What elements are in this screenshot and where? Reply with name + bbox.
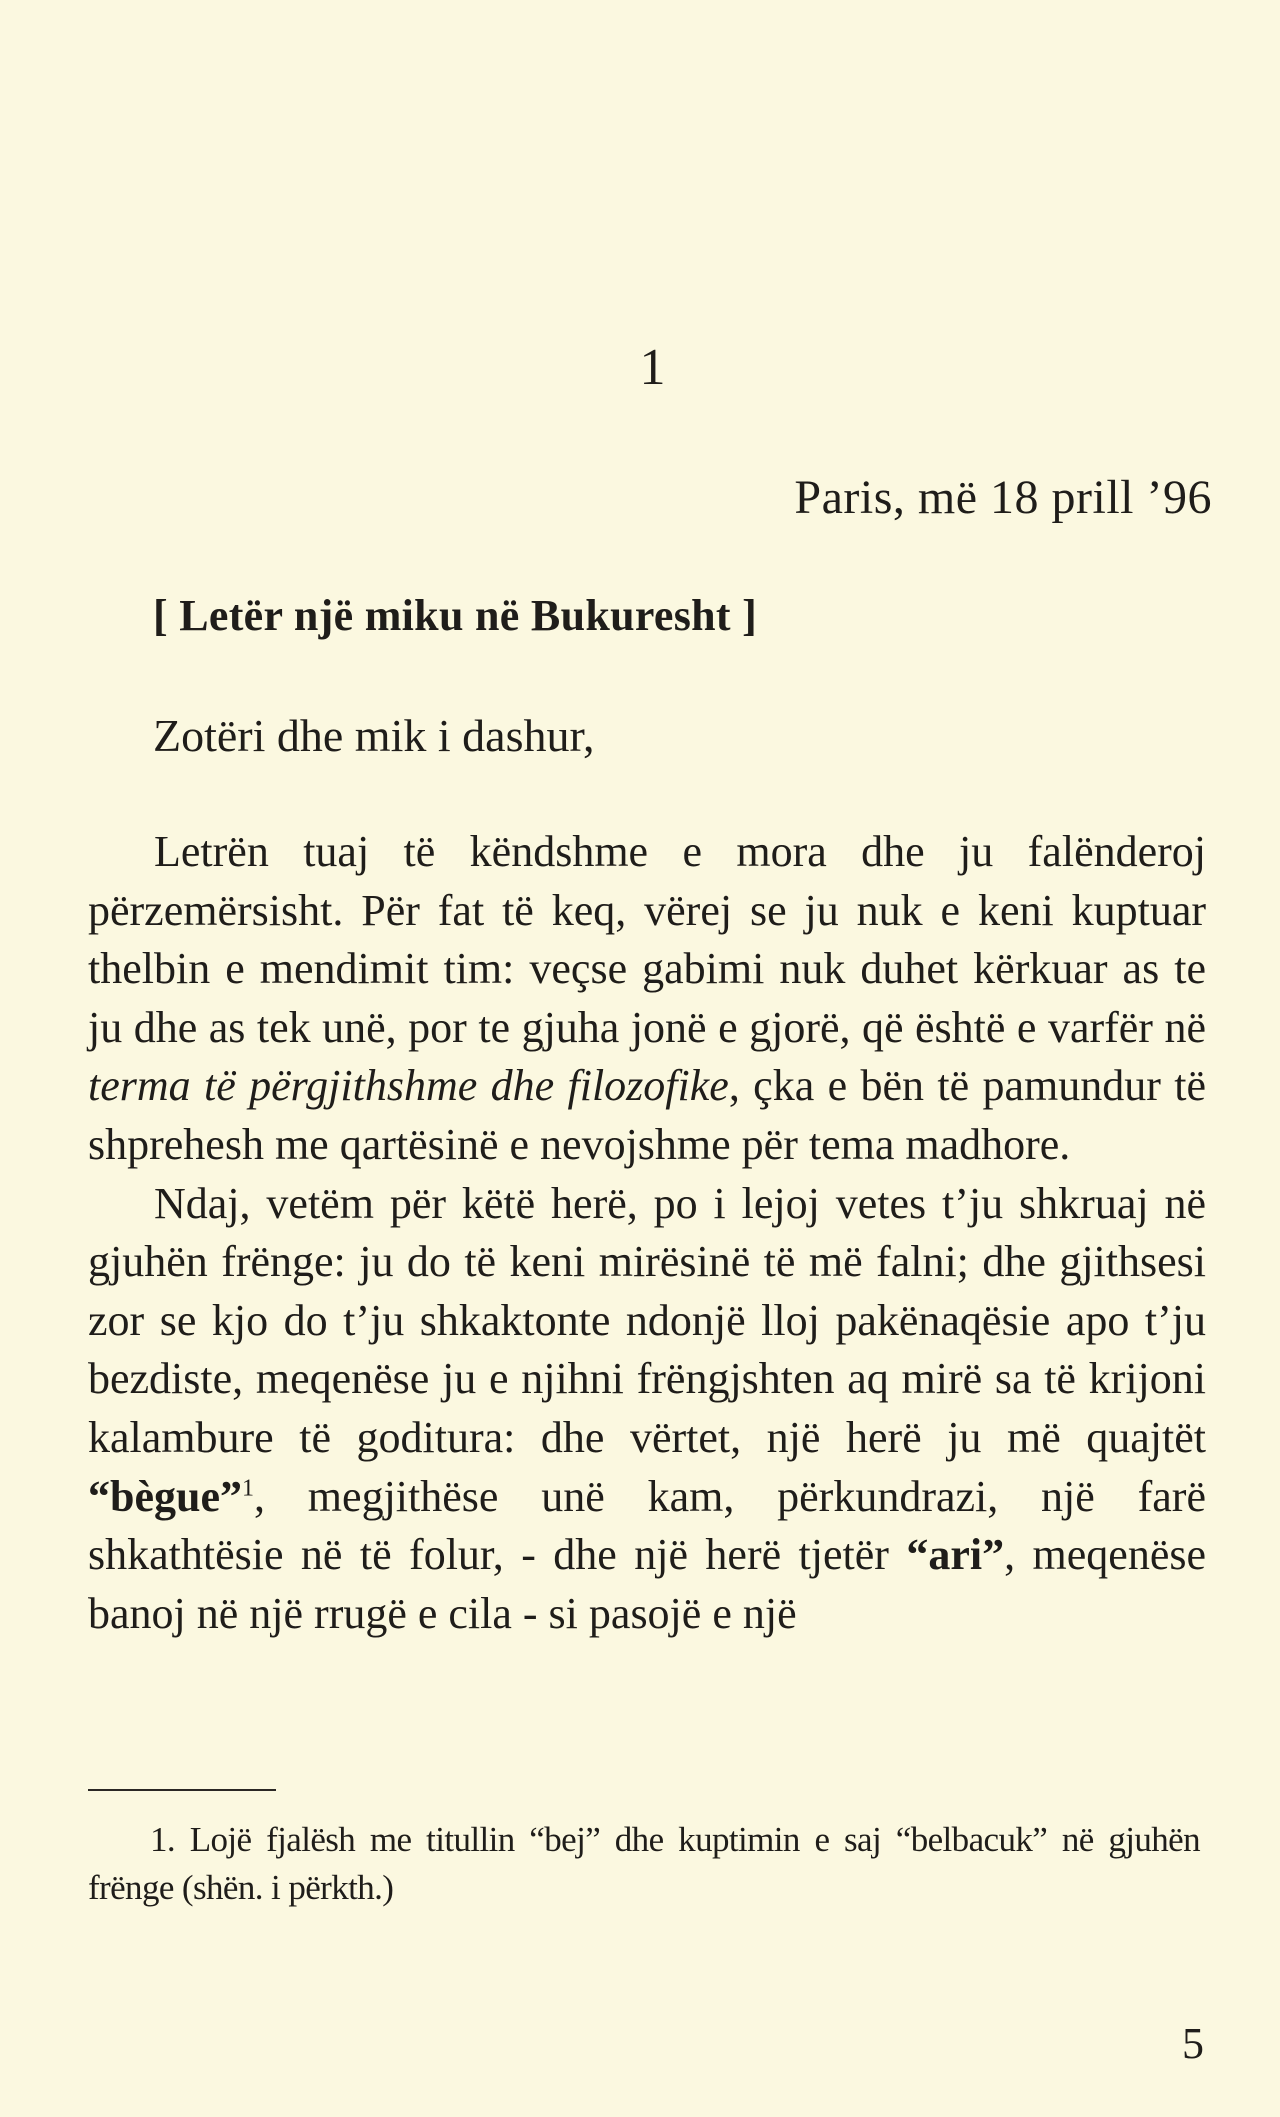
footnote-reference: 1 (242, 1474, 254, 1501)
body-text (88, 823, 1206, 1643)
footnote: 1. Lojë fjalësh me titullin “bej” dhe kuptimin e saj “belbacuk” në gjuhën frënge (shën. i përkth.) (88, 1820, 1200, 1907)
paragraph-2-text-c: , meqenëse banoj në një rrugë e cila - si pasojë e një (88, 1530, 1207, 1638)
paragraph-1-text-b: , çka e bën të pamundur të shprehesh me qartësinë e nevojshme për tema madhore. (88, 1061, 1206, 1169)
paragraph-1 (88, 823, 1206, 1175)
salutation: Zotëri dhe mik i dashur, (153, 710, 595, 761)
dateline: Paris, më 18 prill ’96 (794, 471, 1212, 524)
paragraph-2 (88, 1175, 1206, 1644)
paragraph-1-text-a: Letrën tuaj të këndshme e mora dhe ju falënderoj përzemërsisht. Për fat të keq, vërej se ju nuk e keni kuptuar thelbin e mendimit tim: veçse gabimi nuk duhet kërkuar as te ju dhe as tek unë, por te gjuha jonë e gjorë, që është e varfër në (88, 827, 1206, 1052)
italic-phrase: terma të përgjithshme dhe filozofike (88, 1061, 729, 1111)
page-number: 5 (1182, 2019, 1204, 2068)
letter-subtitle: [ Letër një miku në Bukuresht ] (153, 591, 758, 640)
paragraph-2-text-b: , megjithëse unë kam, përkundrazi, një farë shkathtësie në të folur, - dhe një herë tjetër (88, 1471, 1206, 1580)
chapter-number: 1 (639, 339, 666, 396)
bold-term-begue: “bègue” (88, 1471, 242, 1521)
paragraph-2-text-a: Ndaj, vetëm për këtë herë, po i lejoj vetes t’ju shkruaj në gjuhën frënge: ju do të keni mirësinë të më falni; dhe gjithsesi zor se kjo do t’ju shkaktonte ndonjë lloj pakënaqësie apo t’ju bezdiste, meqenëse ju e njihni frëngjshten aq mirë sa të krijoni kalambure të goditura: dhe vërtet, një herë ju më quajtët (88, 1178, 1206, 1462)
bold-term-ari: “ari” (906, 1530, 1005, 1580)
footnote-divider (88, 1789, 276, 1791)
